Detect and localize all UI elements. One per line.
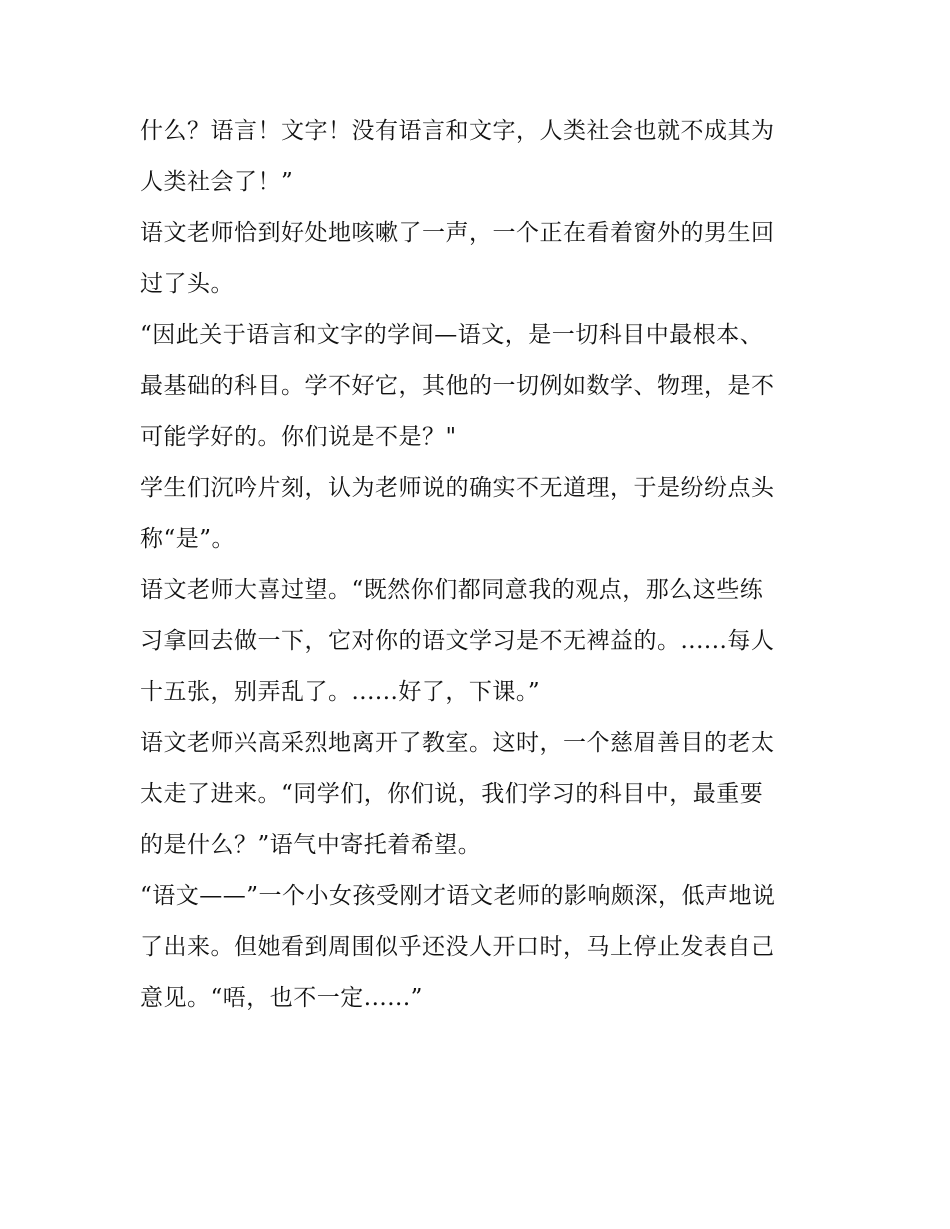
text-line: 什么？语言！文字！没有语言和文字，人类社会也就不成其为 (140, 118, 775, 144)
text-line: 十五张，别弄乱了。......好了，下课。” (140, 679, 541, 705)
paragraph-5 (140, 565, 830, 718)
text-line: 的是什么？”语气中寄托着希望。 (140, 832, 482, 858)
text-line: “语文——”一个小女孩受刚才语文老师的影响颇深，低声地说 (140, 883, 776, 909)
paragraph-6 (140, 718, 830, 871)
document-body (140, 106, 830, 1024)
text-line: 语文老师大喜过望。“既然你们都同意我的观点，那么这些练 (140, 577, 764, 603)
text-line: 称“是”。 (140, 526, 236, 552)
text-line: 语文老师恰到好处地咳嗽了一声，一个正在看着窗外的男生回 (140, 220, 775, 246)
text-line: 习拿回去做一下，它对你的语文学习是不无裨益的。......每人 (140, 628, 775, 654)
paragraph-2 (140, 208, 830, 310)
paragraph-1 (140, 106, 830, 208)
text-line: 过了头。 (140, 271, 234, 297)
text-line: 太走了进来。“同学们，你们说，我们学习的科目中，最重要 (140, 781, 764, 807)
paragraph-3 (140, 310, 830, 463)
text-line: 人类社会了！” (140, 169, 294, 195)
text-line: 语文老师兴高采烈地离开了教室。这时，一个慈眉善目的老太 (140, 730, 775, 756)
paragraph-4 (140, 463, 830, 565)
text-line: 可能学好的。你们说是不是？" (140, 424, 457, 450)
text-line: 意见。“唔，也不一定......” (140, 985, 423, 1011)
text-line: 学生们沉吟片刻，认为老师说的确实不无道理，于是纷纷点头 (140, 475, 775, 501)
paragraph-7 (140, 871, 830, 1024)
text-line: “因此关于语言和文字的学间—语文，是一切科目中最根本、 (140, 322, 764, 348)
text-line: 最基础的科目。学不好它，其他的一切例如数学、物理，是不 (140, 373, 775, 399)
text-line: 了出来。但她看到周围似乎还没人开口时，马上停止发表自己 (140, 934, 775, 960)
